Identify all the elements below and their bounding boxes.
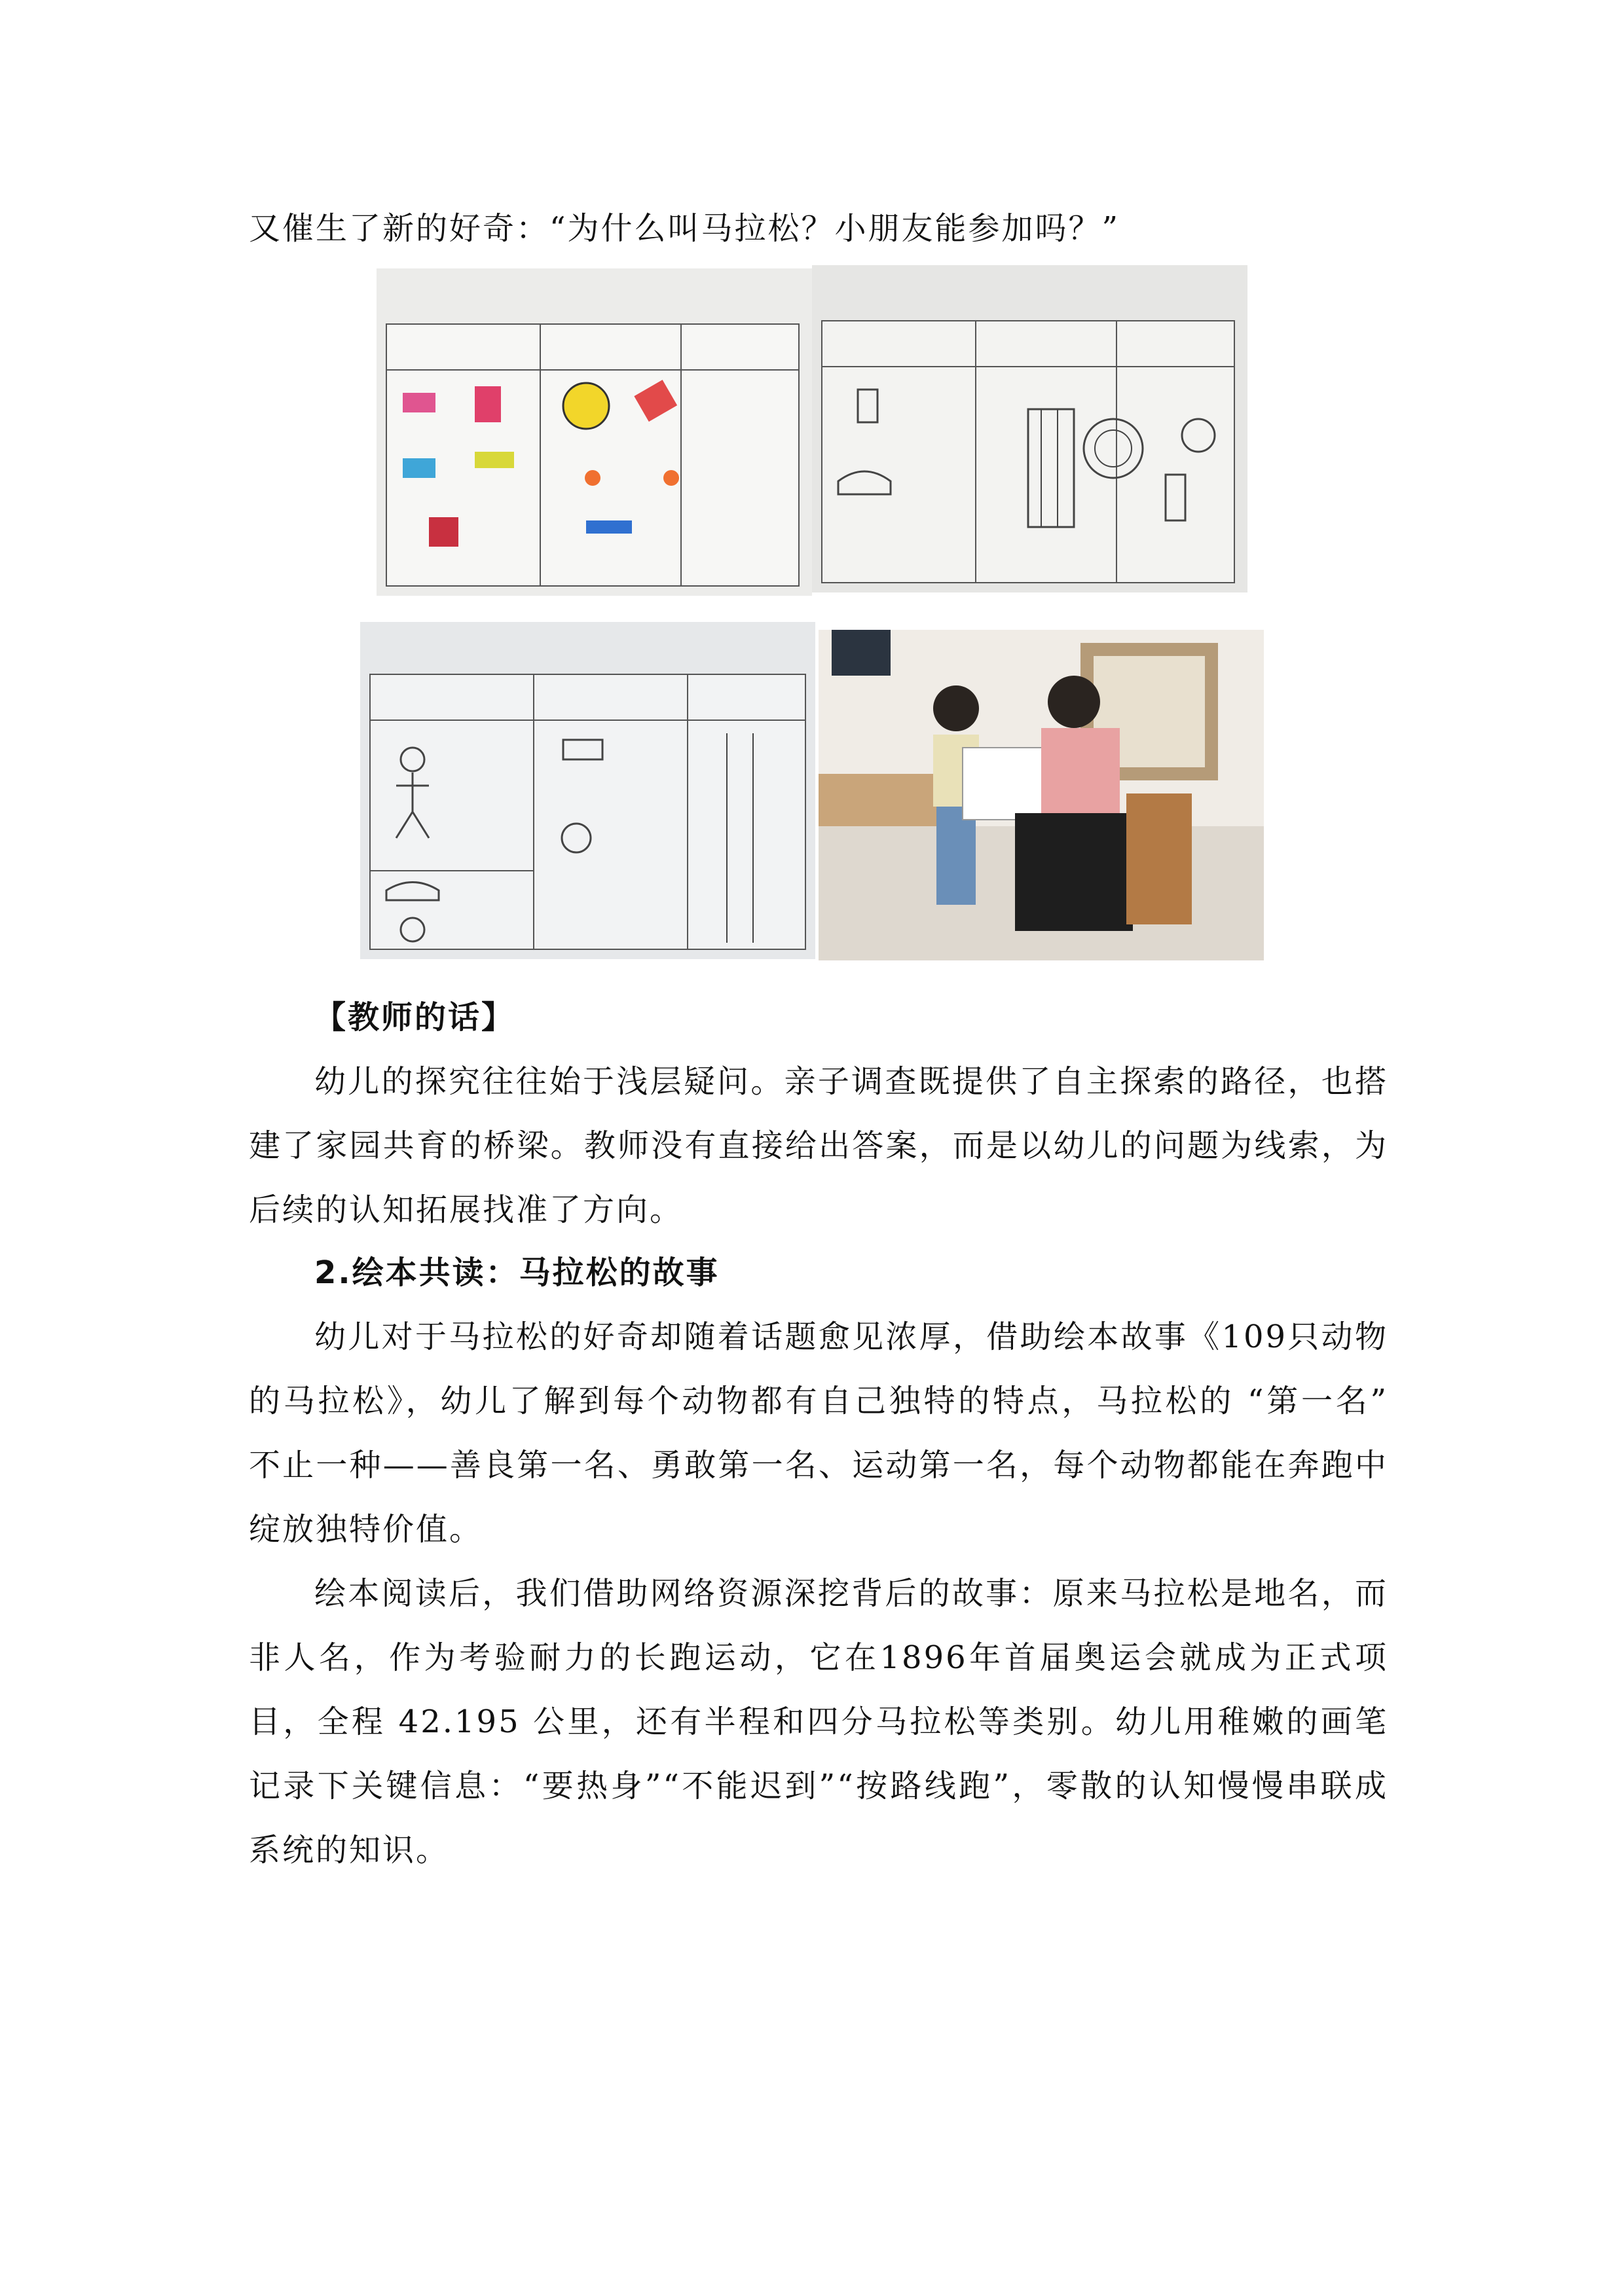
section2-paragraph-2: 绘本阅读后，我们借助网络资源深挖背后的故事：原来马拉松是地名，而非人名，作为考验耐力的长跑运动，它在1896年首届奥运会就成为正式项目，全程 42.195 公里，还有半程和四分马拉松等类别。幼儿用稚嫩的画笔记录下关键信息：“要热身”“不能迟到”“按路线跑”，零散的认知慢慢串联成系统的知识。 xyxy=(249,1575,1388,1868)
classroom-teacher-child-photo-icon xyxy=(819,630,1264,960)
survey-sheet-pencil-drawings-icon xyxy=(812,265,1247,592)
intro-line: 又催生了新的好奇：“为什么叫马拉松？小朋友能参加吗？” xyxy=(249,210,1120,247)
survey-photo-2 xyxy=(812,265,1247,592)
section2-heading: 2.绘本共读：马拉松的故事 xyxy=(314,1254,720,1291)
survey-sheet-colored-drawings-icon xyxy=(377,268,812,596)
teacher-paragraph: 幼儿的探究往往始于浅层疑问。亲子调查既提供了自主探索的路径，也搭建了家园共育的桥梁。教师没有直接给出答案，而是以幼儿的问题为线索，为后续的认知拓展找准了方向。 xyxy=(249,1063,1388,1228)
section2-paragraph-1: 幼儿对于马拉松的好奇却随着话题愈见浓厚，借助绘本故事《109只动物的马拉松》，幼儿了解到每个动物都有自己独特的特点，马拉松的 “第一名” 不止一种——善良第一名、勇敢第一名、运动第一名，每个动物都能在奔跑中绽放独特价值。 xyxy=(249,1319,1388,1548)
survey-sheet-running-drawings-icon xyxy=(360,622,815,959)
survey-photo-1 xyxy=(377,268,812,596)
survey-photo-3 xyxy=(360,622,815,959)
teacher-heading: 【教师的话】 xyxy=(314,999,515,1036)
classroom-photo xyxy=(819,630,1264,960)
